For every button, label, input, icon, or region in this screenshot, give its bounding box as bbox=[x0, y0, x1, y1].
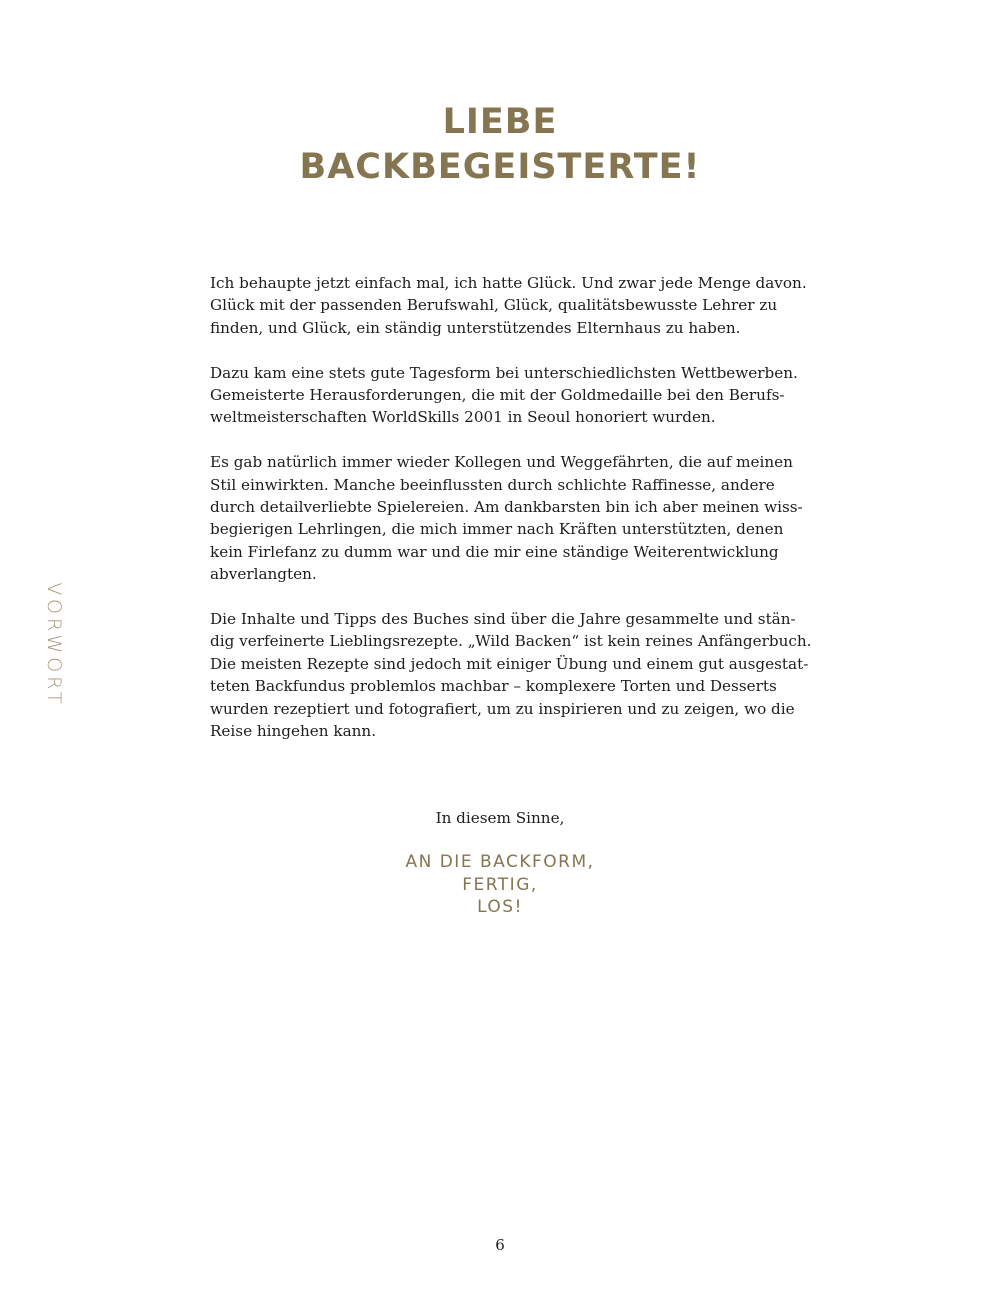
body-text bbox=[210, 272, 812, 765]
text-line: kein Firlefanz zu dumm war und die mir eine ständige Weiterentwicklung bbox=[210, 542, 779, 561]
text-line: begierigen Lehrlingen, die mich immer nach Kräften unterstützten, denen bbox=[210, 520, 784, 539]
text-line: Reise hingehen kann. bbox=[210, 722, 377, 741]
text-line: teten Backfundus problemlos machbar – komplexere Torten und Desserts bbox=[210, 677, 777, 696]
text-line: Gemeisterte Herausforderungen, die mit der Goldmedaille bei den Berufs- bbox=[210, 386, 785, 405]
text-line: weltmeisterschaften WorldSkills 2001 in Seoul honoriert wurden. bbox=[210, 408, 716, 427]
paragraph-3 bbox=[210, 451, 803, 585]
motto-line-3: LOS! bbox=[477, 897, 523, 917]
title-line-1: LIEBE bbox=[442, 102, 558, 142]
text-line: durch detailverliebte Spielereien. Am dankbarsten bin ich aber meinen wiss- bbox=[210, 498, 803, 517]
text-line: Stil einwirkten. Manche beeinflussten durch schlichte Raffinesse, andere bbox=[210, 475, 775, 494]
text-line: Ich behaupte jetzt einfach mal, ich hatte Glück. Und zwar jede Menge davon. bbox=[210, 274, 807, 292]
text-line: Glück mit der passenden Berufswahl, Glück, qualitätsbewusste Lehrer zu bbox=[210, 296, 778, 315]
text-line: wurden rezeptiert und fotografiert, um zu inspirieren und zu zeigen, wo die bbox=[210, 699, 795, 718]
text-line: dig verfeinerte Lieblingsrezepte. „Wild Backen“ ist kein reines Anfängerbuch. bbox=[210, 632, 812, 651]
text-line: Dazu kam eine stets gute Tagesform bei unterschiedlichsten Wettbewerben. bbox=[210, 363, 798, 382]
title-line-2: BACKBEGEISTERTE! bbox=[299, 147, 701, 187]
paragraph-1 bbox=[210, 272, 807, 339]
paragraph-4 bbox=[210, 608, 812, 742]
text-line: Die Inhalte und Tipps des Buches sind über die Jahre gesammelte und stän- bbox=[210, 610, 796, 629]
paragraph-2 bbox=[210, 362, 798, 429]
text-line: abverlangten. bbox=[210, 565, 317, 584]
motto bbox=[0, 851, 1000, 919]
motto-line-1: AN DIE BACKFORM, bbox=[405, 852, 595, 872]
closing-line: In diesem Sinne, bbox=[435, 809, 565, 827]
motto-line-2: FERTIG, bbox=[462, 874, 538, 895]
text-line: Die meisten Rezepte sind jedoch mit einiger Übung und einem gut ausgestat- bbox=[210, 654, 809, 673]
page-title bbox=[0, 100, 1000, 190]
text-line: finden, und Glück, ein ständig unterstützendes Elternhaus zu haben. bbox=[210, 318, 741, 337]
section-side-label: VORWORT bbox=[43, 582, 65, 708]
page-number: 6 bbox=[495, 1236, 505, 1254]
text-line: Es gab natürlich immer wieder Kollegen und Weggefährten, die auf meinen bbox=[210, 453, 793, 472]
